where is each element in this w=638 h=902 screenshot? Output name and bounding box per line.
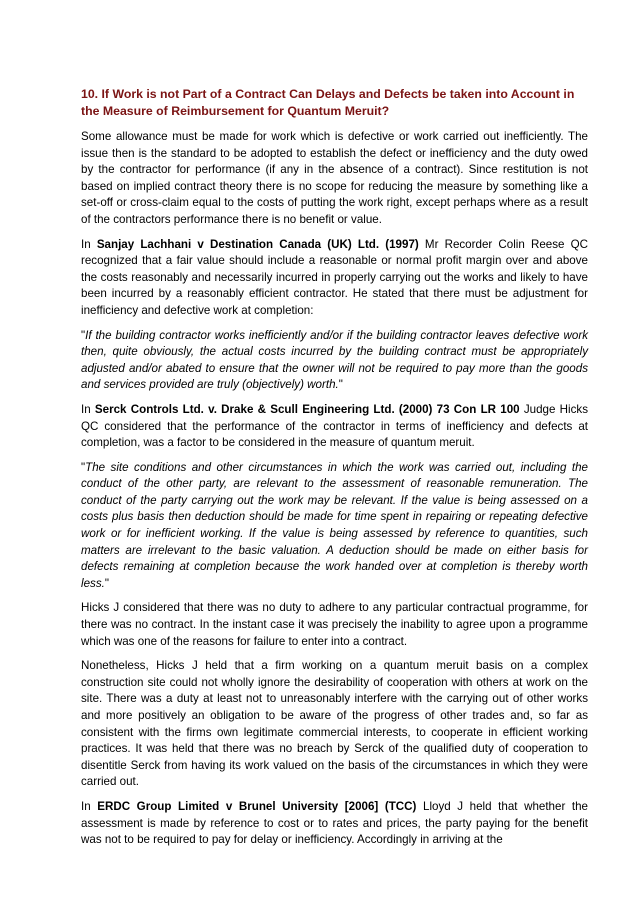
text-body: Lloyd J held that whether the assessment is made by reference to cost or to rates and prices, the party paying for the benefit was not to be required to pay for delay or inefficiency. Accordingly in arriving at the (81, 799, 589, 847)
document-page (81, 86, 588, 857)
text-prefix: In (81, 402, 95, 416)
paragraph-sanjay-lachhani (81, 237, 588, 320)
paragraph-allowance: Some allowance must be made for work which is defective or work carried out inefficiently. The issue then is the standard to be adopted to establish the defect or inefficiency and the duty owed by the contractor for performance (if any in the absence of a contract). Since restitution is not based on implied contract theory there is no scope for reducing the measure by something like a set-off or cross-claim equal to the costs of putting the work right, except perhaps where as a result of the contractors performance there is no benefit or value. (81, 130, 588, 226)
case-citation-erdc-group: ERDC Group Limited v Brunel University [2006] (TCC) (97, 799, 417, 813)
text-body: Judge Hicks QC considered that the performance of the contractor in terms of inefficiency and defects at completion, was a factor to be considered in the measure of quantum meruit. (81, 402, 589, 450)
quote-close-mark: " (338, 378, 343, 392)
quote-building-contractor (81, 328, 588, 394)
quote-open-mark: " (81, 328, 86, 342)
quote-close-mark: " (104, 576, 109, 590)
paragraph-hicks-programme: Hicks J considered that there was no duty to adhere to any particular contractual programme, for there was no contract. In the instant case it was precisely the inability to agree upon a programme which was one of the reasons for failure to enter into a contract. (81, 601, 588, 648)
quote-text: If the building contractor works inefficiently and/or if the building contractor leaves defective work then, quite obviously, the actual costs incurred by the building contract must be appropriately adjusted and/or abated to ensure that the owner will not be required to pay more than the goods and services provided are truly (objectively) worth. (81, 328, 588, 392)
text-body: Mr Recorder Colin Reese QC recognized that a fair value should include a reasonable or normal profit margin over and above the costs reasonably and necessarily incurred in properly carrying out the works and likely to have been incurred by a reasonably efficient contractor. He stated that there must be adjustment for inefficiency and defective work at completion: (81, 237, 588, 317)
quote-text: The site conditions and other circumstances in which the work was carried out, including the conduct of the other party, are relevant to the assessment of reasonable remuneration. The conduct of the party carrying out the work may be relevant. If the value is being assessed on a costs plus basis then deduction should be made for time spent in repairing or repeating defective work or for inefficient working. If the value is being assessed by reference to quantities, such matters are irrelevant to the basic valuation. A deduction should be made on either basis for defects remaining at completion because the work handed over at completion is thereby worth less. (81, 460, 588, 590)
case-citation-sanjay-lachhani: Sanjay Lachhani v Destination Canada (UK) Ltd. (1997) (96, 237, 419, 251)
section-heading: 10. If Work is not Part of a Contract Can Delays and Defects be taken into Account in the Measure of Reimbursement for Quantum Meruit? (81, 87, 575, 118)
quote-site-conditions (81, 460, 588, 593)
text-prefix: In (81, 799, 98, 813)
quote-open-mark: " (81, 460, 86, 474)
case-citation-serck-controls: Serck Controls Ltd. v. Drake & Scull Engineering Ltd. (2000) 73 Con LR 100 (94, 402, 520, 416)
paragraph-serck-controls (81, 402, 588, 452)
paragraph-erdc-group (81, 799, 588, 849)
paragraph-hicks-cooperation: Nonetheless, Hicks J held that a firm working on a quantum meruit basis on a complex construction site could not wholly ignore the desirability of cooperation with others at work on the site. There was a duty at least not to unreasonably interfere with the carrying out of other works and more positively an obligation to be aware of the progress of other trades and, so far as consistent with the firms own legitimate commercial interests, to cooperate in efficient working practices. It was held that there was no breach by Serck of the qualified duty of cooperation to disentitle Serck from having its work valued on the basis of the circumstances in which they were carried out. (81, 659, 588, 789)
text-prefix: In (81, 237, 97, 251)
